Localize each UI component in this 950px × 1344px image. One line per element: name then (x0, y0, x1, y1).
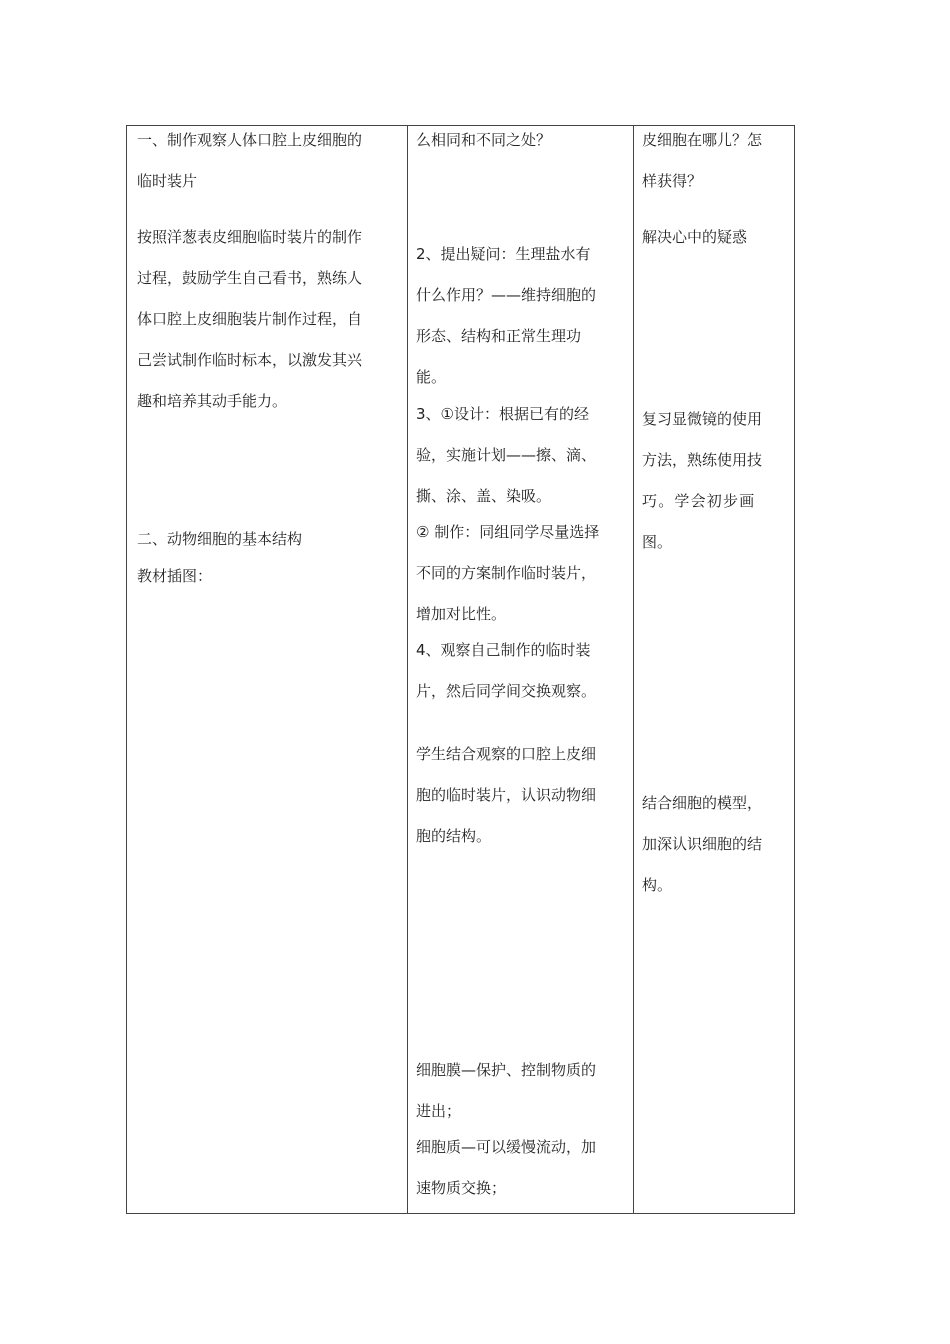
text-line: 己尝试制作临时标本，以激发其兴 (137, 351, 363, 369)
text-line: ② 制作：同组同学尽量选择 (416, 523, 600, 541)
text-line: 一、制作观察人体口腔上皮细胞的 (137, 131, 363, 149)
text-line: 速物质交换； (416, 1179, 507, 1197)
text-line: 能。 (416, 368, 447, 386)
text-line: 过程，鼓励学生自己看书，熟练人 (137, 269, 363, 287)
text-line: 教材插图： (137, 567, 213, 585)
text-line: 4、观察自己制作的临时装 (416, 641, 591, 659)
text-line: 增加对比性。 (416, 605, 507, 623)
text-line: 验，实施计划——擦、滴、 (416, 446, 597, 464)
lesson-plan-table (126, 125, 795, 1214)
text-line: 图。 (642, 533, 673, 551)
text-line: 解决心中的疑惑 (642, 228, 748, 246)
text-line: 临时装片 (137, 172, 198, 190)
text-line: 巧。学会初步画 (642, 492, 756, 510)
text-line: 学生结合观察的口腔上皮细 (416, 745, 597, 763)
text-line: 趣和培养其动手能力。 (137, 392, 288, 410)
teacher-activity-column (127, 126, 408, 1213)
text-line: 不同的方案制作临时装片， (416, 564, 597, 582)
text-line: 构。 (642, 876, 673, 894)
text-line: 二、动物细胞的基本结构 (137, 530, 303, 548)
text-line: 皮细胞在哪儿？怎 (642, 131, 763, 149)
text-line: 复习显微镜的使用 (642, 410, 763, 428)
text-line: 结合细胞的模型， (642, 794, 763, 812)
text-line: 么相同和不同之处？ (416, 131, 552, 149)
student-activity-column (407, 126, 634, 1213)
text-line: 什么作用？——维持细胞的 (416, 286, 597, 304)
text-line: 按照洋葱表皮细胞临时装片的制作 (137, 228, 363, 246)
text-line: 方法，熟练使用技 (642, 451, 763, 469)
text-line: 2、提出疑问：生理盐水有 (416, 245, 591, 263)
text-line: 片，然后同学间交换观察。 (416, 682, 597, 700)
text-line: 样获得？ (642, 172, 703, 190)
text-line: 3、①设计：根据已有的经 (416, 405, 589, 423)
text-line: 细胞膜—保护、控制物质的 (416, 1061, 597, 1079)
text-line: 胞的临时装片，认识动物细 (416, 786, 597, 804)
text-line: 形态、结构和正常生理功 (416, 327, 582, 345)
text-line: 进出； (416, 1102, 462, 1120)
design-intent-column (633, 126, 794, 1213)
text-line: 细胞质—可以缓慢流动，加 (416, 1138, 597, 1156)
text-line: 体口腔上皮细胞装片制作过程，自 (137, 310, 363, 328)
text-line: 加深认识细胞的结 (642, 835, 763, 853)
text-line: 撕、涂、盖、染吸。 (416, 487, 552, 505)
text-line: 胞的结构。 (416, 827, 492, 845)
